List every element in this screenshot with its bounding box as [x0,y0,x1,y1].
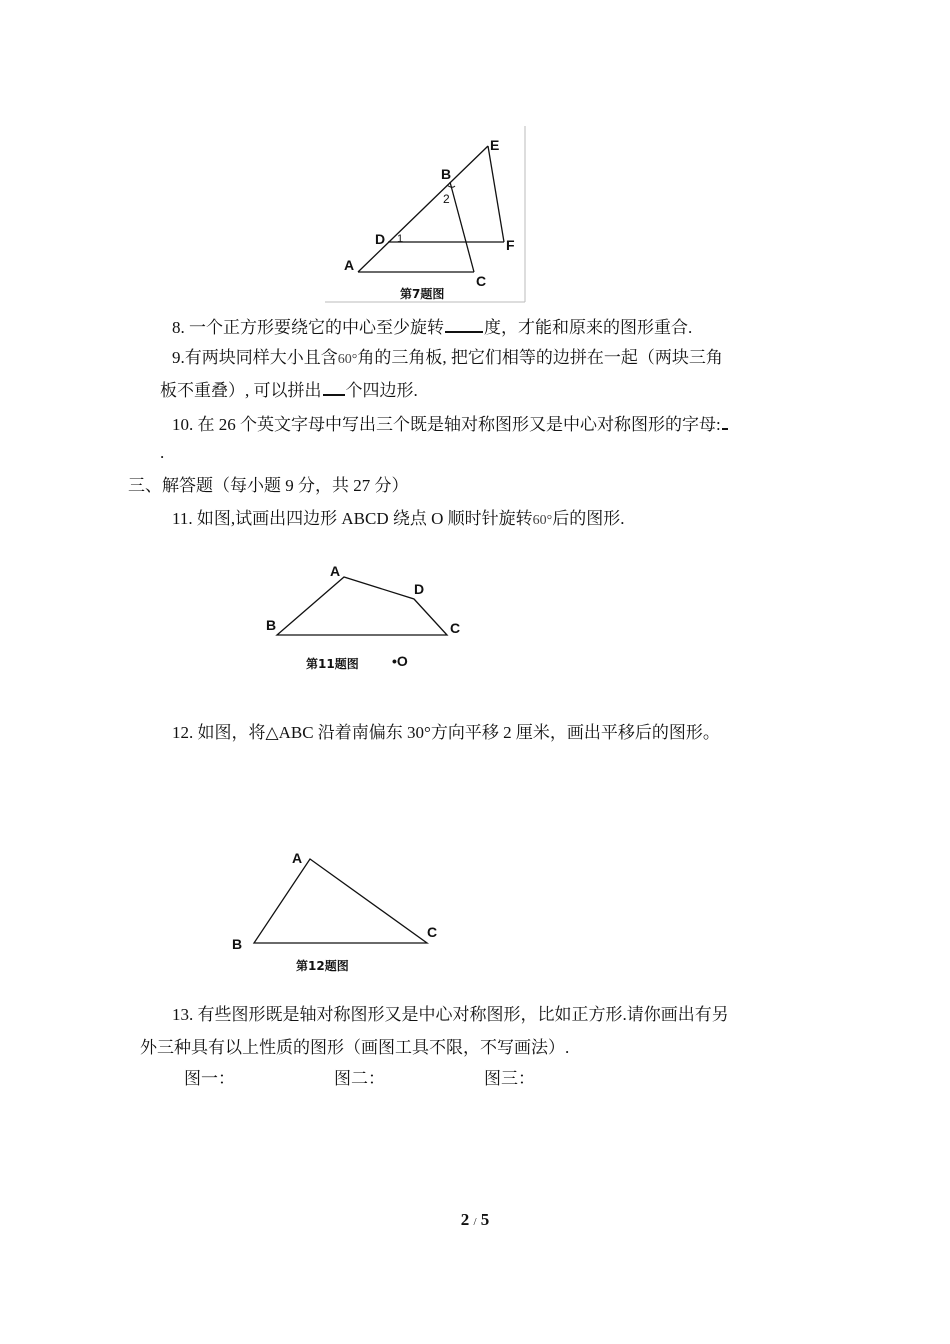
q8-text-before: 8. 一个正方形要绕它的中心至少旋转 [172,318,444,337]
label-a: A [344,257,355,273]
q10-line2: . [160,443,165,462]
q9-line1-before: 9.有两块同样大小且含 [172,348,338,367]
q12-text: 12. 如图，将△ABC 沿着南偏东 30°方向平移 2 厘米，画出平移后的图形。 [172,723,720,742]
q10-answer-blank[interactable] [722,412,728,430]
question-13-line-2 [140,1037,569,1059]
label-c: C [450,620,461,636]
segment-bc [450,182,474,272]
q11-angle: 60° [532,513,553,528]
question-9-line-2 [160,378,418,402]
figure-12-caption: 第12题图 [296,959,349,973]
question-11 [172,508,625,532]
point-o-label: •O [392,653,408,669]
q10-line1: 10. 在 26 个英文字母中写出三个既是轴对称图形又是中心对称图形的字母: [172,415,721,434]
q9-line2-after: 个四边形. [345,381,418,400]
figure-11 [262,558,472,678]
q8-answer-blank[interactable] [445,315,483,333]
q9-line2-before: 板不重叠）, 可以拼出 [160,381,322,400]
page-separator: / [473,1216,477,1228]
question-12 [172,722,720,744]
angle-1-label: 1 [397,233,404,245]
page-total: 5 [480,1210,490,1229]
q13-fig3-text: 图三： [484,1069,535,1088]
label-b: B [266,617,277,633]
q13-line2: 外三种具有以上性质的图形（画图工具不限，不写画法）. [140,1038,570,1057]
question-8 [172,315,692,339]
segment-ef [488,146,504,242]
page-number [0,1210,950,1230]
label-c: C [476,273,487,289]
q13-figure-1-label [184,1068,235,1090]
q9-line1-after: 角的三角板, 把它们相等的边拼在一起（两块三角 [357,348,723,367]
q11-text-after: 后的图形. [552,509,625,528]
label-b: B [232,936,243,952]
q9-answer-blank[interactable] [323,378,345,396]
figure-12 [226,846,446,976]
page-current: 2 [460,1210,470,1229]
q13-fig2-text: 图二： [334,1069,385,1088]
label-f: F [506,237,515,253]
question-10-line-1 [172,412,729,436]
figure-11-caption: 第11题图 [306,657,359,671]
q11-text-before: 11. 如图,试画出四边形 ABCD 绕点 O 顺时针旋转 [172,509,533,528]
label-d: D [414,581,425,597]
question-13-line-1 [172,1004,729,1026]
question-9-line-1 [172,347,723,371]
label-a: A [292,850,303,866]
label-d: D [375,231,386,247]
q8-text-after: 度，才能和原来的图形重合. [484,318,693,337]
question-10-line-2 [160,442,164,464]
q9-angle: 60° [337,352,358,367]
label-c: C [427,924,438,940]
figure-7 [322,122,528,306]
q13-line1: 13. 有些图形既是轴对称图形又是中心对称图形，比如正方形.请你画出有另 [172,1005,729,1024]
section-3-heading-text: 三、解答题（每小题 9 分，共 27 分） [128,476,409,495]
section-3-heading [128,475,409,497]
label-a: A [330,563,341,579]
label-b: B [441,166,452,182]
triangle-abc [254,859,427,943]
angle-2-label: 2 [443,192,450,206]
figure-7-caption: 第7题图 [400,287,445,301]
q13-fig1-text: 图一： [184,1069,235,1088]
q13-figure-3-label [484,1068,535,1090]
label-e: E [490,137,500,153]
q13-figure-2-label [334,1068,385,1090]
